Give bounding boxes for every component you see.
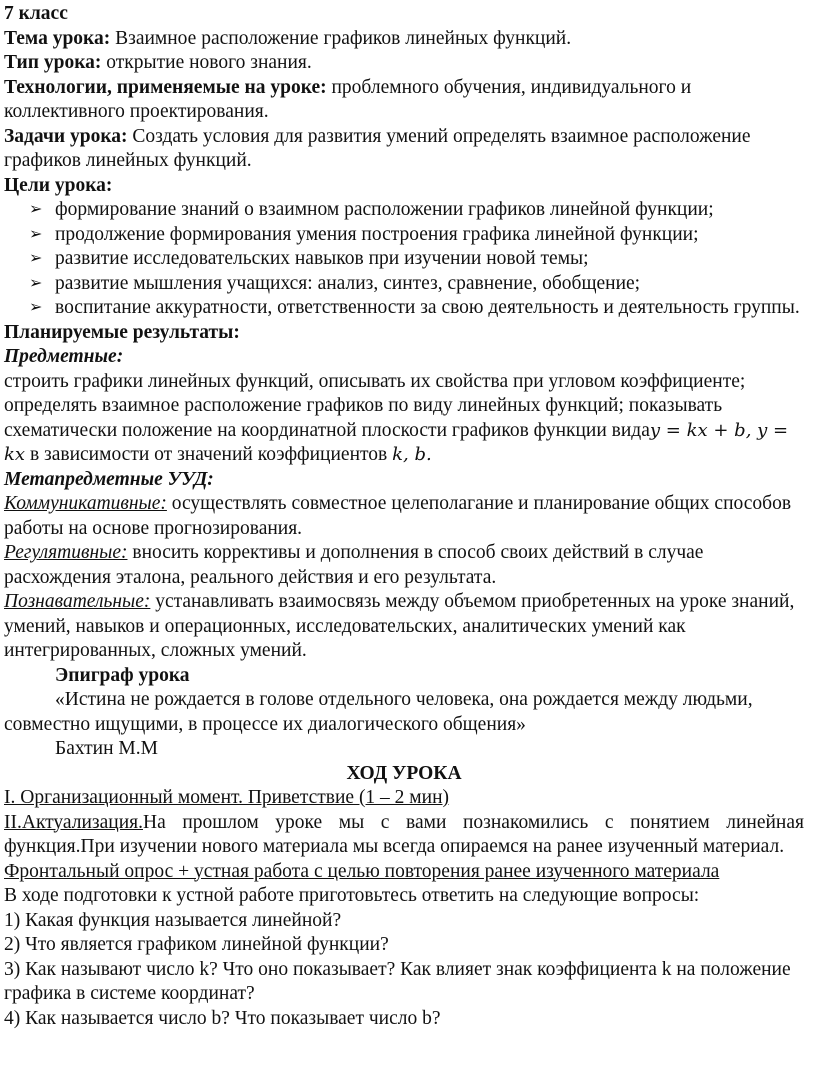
epigraph-author: Бахтин М.М [55, 738, 158, 759]
regulatory-line: Регулятивные: вносить коррективы и дополнения в способ своих действий в случае расхождения эталона, реального действия и его результата. [4, 542, 704, 588]
stage-2: II.Актуализация.На прошлом уроке мы с вами познакомились с понятием линейная функция.При изучении нового материала мы всегда опираемся на ранее изученный материал. [4, 811, 804, 857]
type-line [4, 51, 804, 76]
tech-label: Технологии, применяемые на уроке: [4, 76, 327, 98]
arrow-bullet-icon: ➢ [29, 225, 43, 243]
goal-item: ➢ продолжение формирования умения построения графика линейной функции; [55, 223, 804, 248]
coefficients: k, b. [392, 444, 432, 465]
stage-1: I. Организационный момент. Приветствие (1 – 2 мин) [4, 787, 450, 808]
goal-item: ➢ развитие мышления учащихся: анализ, синтез, сравнение, обобщение; [55, 272, 804, 297]
epigraph-quote: «Истина не рождается в голове отдельного человека, она рождается между людьми, совместно ищущими, в процессе их диалогического общения» [4, 689, 753, 735]
communicative-label: Коммуникативные: [4, 493, 167, 514]
question-item: 4) Как называется число b? Что показывает число b? [4, 1007, 441, 1029]
goals-label: Цели урока: [4, 174, 113, 196]
regulatory-label: Регулятивные: [4, 542, 128, 563]
tasks-value: Создать условия для развития умений определять взаимное расположение графиков линейных функций. [4, 125, 751, 171]
cognitive-line: Познавательные: устанавливать взаимосвязь между объемом приобретенных на уроке знаний, умений, навыков и операционных, исследовательских, аналитических умений как интегрированных, сложных умений. [4, 591, 795, 661]
arrow-bullet-icon: ➢ [29, 274, 43, 292]
tech-line [4, 76, 804, 125]
stage-2-label: II.Актуализация. [4, 811, 143, 833]
survey-heading: Фронтальный опрос + устная работа с целью повторения ранее изученного материала [4, 860, 720, 882]
goal-item: ➢ формирование знаний о взаимном расположении графиков линейной функции; [55, 198, 804, 223]
meta-results-label: Метапредметные УУД: [4, 468, 214, 490]
arrow-bullet-icon: ➢ [29, 201, 43, 218]
grade-heading: 7 класс [4, 3, 68, 24]
topic-value: Взаимное расположение графиков линейных функций. [110, 27, 572, 49]
epigraph-label: Эпиграф урока [55, 664, 190, 686]
formula: y = kx + b, y = kx [4, 419, 789, 465]
cognitive-label: Познавательные: [4, 591, 151, 612]
communicative-line: Коммуникативные: осуществлять совместное целеполагание и планирование общих способов работы на основе прогнозирования. [4, 493, 792, 539]
arrow-bullet-icon: ➢ [29, 250, 43, 267]
question-item: 3) Как называют число k? Что оно показывает? Как влияет знак коэффициента k на положение графика в системе координат? [4, 958, 791, 1004]
question-item: 2) Что является графиком линейной функции? [4, 934, 389, 955]
type-label: Тип урока: [4, 52, 102, 73]
lesson-course-heading: ХОД УРОКА [346, 762, 462, 784]
question-item: 1) Какая функция называется линейной? [4, 909, 342, 931]
results-label: Планируемые результаты: [4, 321, 240, 343]
tech-value: проблемного обучения, индивидуального и коллективного проектирования. [4, 76, 692, 122]
type-value: открытие нового знания. [101, 52, 312, 73]
goal-item: ➢ развитие исследовательских навыков при изучении новой темы; [55, 247, 804, 272]
topic-label: Тема урока: [4, 27, 111, 49]
tasks-line [4, 125, 804, 174]
subject-results-label: Предметные: [4, 346, 124, 367]
subject-results-text: строить графики линейных функций, описывать их свойства при угловом коэффициенте; определять взаимное расположение графиков по виду линейных функций; показывать схематически положение на координатной плоскости графиков функции видаy = kx + b, y = kx в зависимости от значений коэффициентов k, b. [4, 370, 789, 465]
goal-item: ➢ воспитание аккуратности, ответственности за свою деятельность и деятельность группы. [55, 296, 804, 321]
questions-intro: В ходе подготовки к устной работе приготовьтесь ответить на следующие вопросы: [4, 885, 700, 906]
topic-line [4, 27, 804, 52]
goals-list [4, 198, 804, 321]
tasks-label: Задачи урока: [4, 125, 128, 147]
arrow-bullet-icon: ➢ [29, 299, 43, 316]
